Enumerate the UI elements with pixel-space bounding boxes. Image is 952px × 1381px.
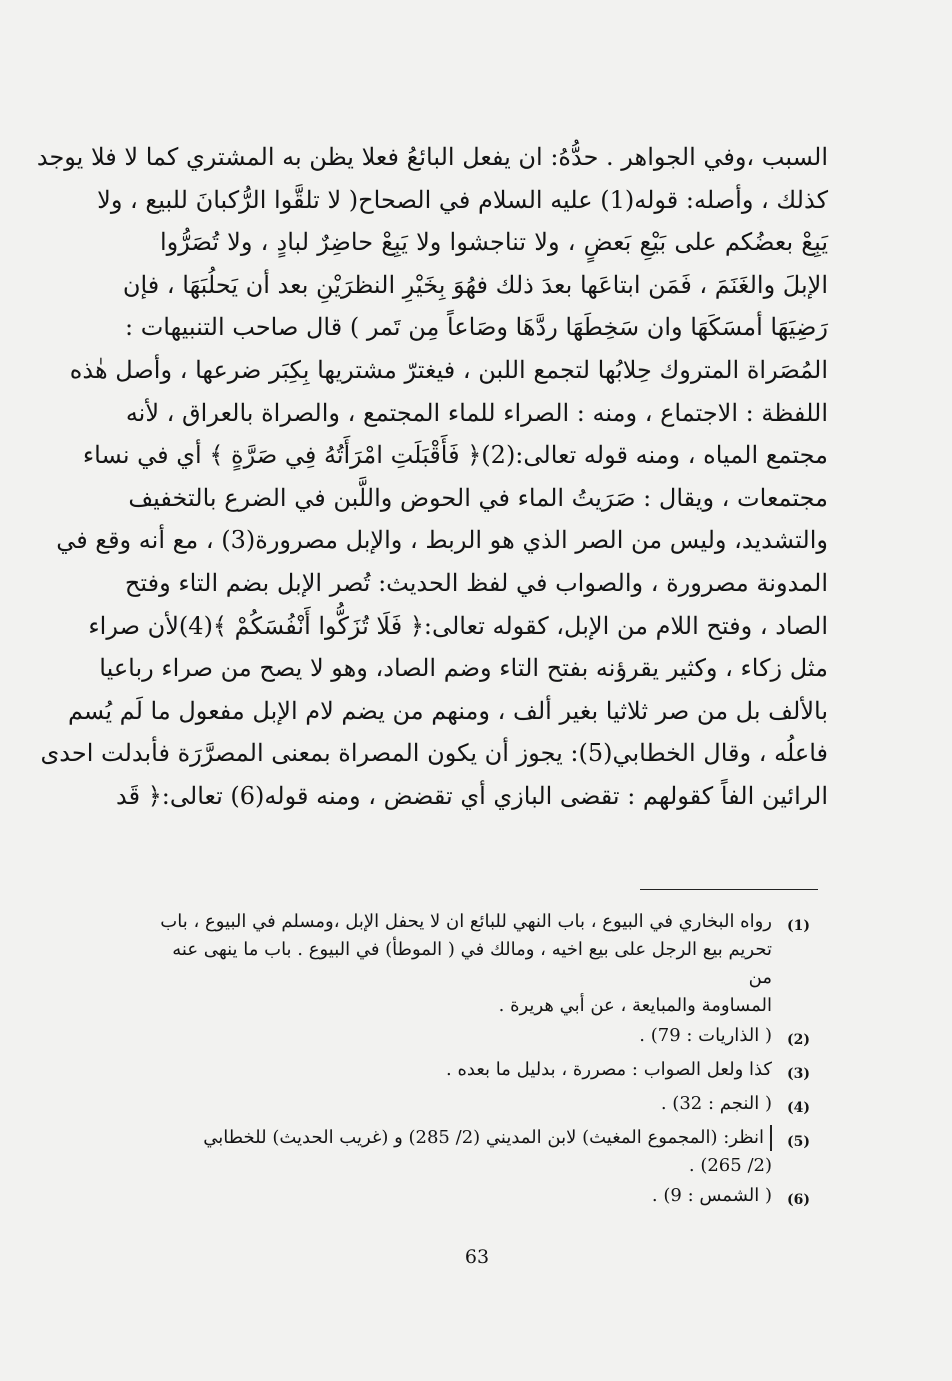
- footnote-number: (2): [787, 1032, 810, 1048]
- footnote-line-text: انظر: (المجموع المغيث) لابن المديني (2/ 285) و (غريب الحديث) للخطابي: [203, 1127, 764, 1148]
- text-line: المدونة مصرورة ، والصواب في لفظ الحديث: تُصر الإبل بضم التاء وفتح: [124, 568, 828, 597]
- page-number: 63: [464, 1246, 490, 1268]
- footnote-number: (5): [787, 1134, 810, 1150]
- footnote-line: رواه البخاري في البيوع ، باب النهي للبائع ان لا يحفل الإبل ،ومسلم في البيوع ، باب: [160, 911, 772, 932]
- footnote-text: [144, 1022, 772, 1054]
- footnote: [144, 1056, 810, 1088]
- footnote-line: [144, 1124, 772, 1152]
- footnote-number: (3): [787, 1066, 810, 1082]
- footnote: [144, 1182, 810, 1214]
- footnote-text: [144, 1090, 772, 1122]
- footnote-line: ( الشمس : 9) .: [651, 1185, 772, 1206]
- footnote-text: [144, 1182, 772, 1214]
- main-text: [36, 136, 828, 818]
- footnote-number: (6): [787, 1192, 810, 1208]
- text-line: الصاد ، وفتح اللام من الإبل، كقوله تعالى:﴿ فَلَا تُزَكُّوا أَنْفُسَكُمْ ﴾(4)لأن صراء: [88, 611, 828, 640]
- text-line: السبب ،وفي الجواهر . حدُّهُ: ان يفعل البائعُ فعلا يظن به المشتري كما لا فلا يوجد: [36, 143, 828, 171]
- text-line: بالألف بل من صر ثلاثيا بغير ألف ، ومنهم من يضم لام الإبل مفعول ما لَم يُسم: [67, 696, 828, 725]
- footnote: [144, 1022, 810, 1054]
- text-line: الإبلَ والغَنَمَ ، فَمَن ابتاعَها بعدَ ذلك فهُوَ بِخَيْرِ النظرَيْنِ بعد أن يَحلُبَهَا ، فإن: [122, 270, 828, 299]
- text-line: مجتمعات ، ويقال : صَرَيتُ الماء في الحوض واللَّبن في الضرع بالتخفيف: [128, 483, 828, 512]
- footnote: [144, 1090, 810, 1122]
- footnote: [144, 1124, 810, 1180]
- text-line: كذلك ، وأصله: قوله(1) عليه السلام في الصحاح( لا تلقَّوا الرُّكبانَ للبيع ، ولا: [97, 185, 828, 214]
- text-line: يَبِعْ بعضُكم على بَيْعِ بَعضٍ ، ولا تناجشوا ولا يَبِعْ حاضِرٌ لبادٍ ، ولا تُصَرُّوا: [160, 228, 828, 257]
- footnote-number: (4): [787, 1100, 810, 1116]
- text-line: مثل زكاء ، وكثير يقرؤنه بفتح التاء وضم الصاد، وهو لا يصح من صراء رباعيا: [99, 654, 828, 683]
- text-line: والتشديد، وليس من الصر الذي هو الربط ، والإبل مصرورة(3) ، مع أنه وقع في: [56, 526, 828, 555]
- footnote-number: (1): [787, 918, 810, 934]
- footnote-text: [144, 908, 772, 1020]
- footnote-line: تحريم بيع الرجل على بيع اخيه ، ومالك في ( الموطأ) في البيوع . باب ما ينهى عنه من: [172, 939, 772, 988]
- text-line: مجتمع المياه ، ومنه قوله تعالى:(2)﴿ فَأَقْبَلَتِ امْرَأَتُهُ فِي صَرَّةٍ ﴾ أي في نساء: [82, 441, 828, 470]
- footnote-line: ( النجم : 32) .: [660, 1093, 772, 1114]
- text-line: فاعلُه ، وقال الخطابي(5): يجوز أن يكون المصراة بمعنى المصرَّرَة فأبدلت احدى: [40, 739, 828, 768]
- text-line: اللفظة : الاجتماع ، ومنه : الصراء للماء المجتمع ، والصراة بالعراق ، لأنه: [125, 398, 828, 427]
- margin-mark: [770, 1125, 772, 1151]
- footnote: [144, 908, 810, 1020]
- footnote-line: المساومة والمبايعة ، عن أبي هريرة .: [498, 995, 772, 1016]
- text-line: رَضِيَهَا أمسَكَهَا وان سَخِطَهَا ردَّهَا وصَاعاً مِن تَمر ) قال صاحب التنبيهات :: [124, 313, 828, 342]
- footnote-text: [144, 1056, 772, 1088]
- footnote-line: كذا ولعل الصواب : مصررة ، بدليل ما بعده .: [446, 1059, 772, 1080]
- footnote-line: (2/ 265) .: [688, 1155, 772, 1176]
- footnote-line: ( الذاريات : 79) .: [639, 1025, 772, 1046]
- text-line: المُصَراة المتروك حِلابُها لتجمع اللبن ، فيغترّ مشتريها بِكِبَر ضرعها ، وأصل هٰذه: [69, 355, 828, 384]
- text-line: الرائين الفاً كقولهم : تقضى البازي أي تقضض ، ومنه قوله(6) تعالى:﴿ قَد: [116, 781, 828, 810]
- footnote-text: [144, 1124, 772, 1180]
- footnote-separator: [640, 889, 818, 890]
- footnotes: [144, 908, 810, 1216]
